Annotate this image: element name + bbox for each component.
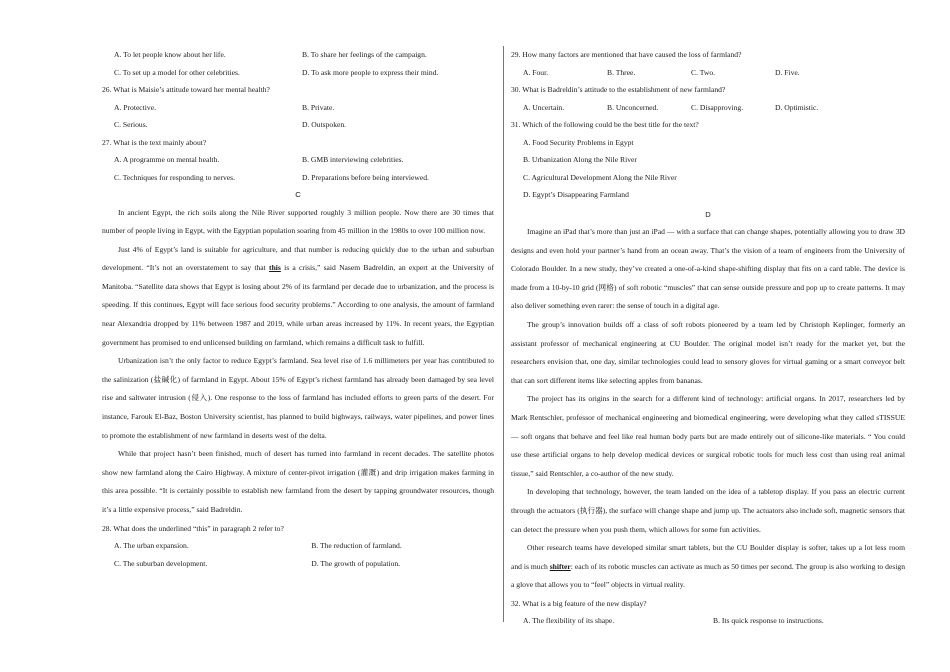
q26-option-c: C. Serious. (114, 120, 148, 129)
passage-d-paragraph-4: In developing that technology, however, the team landed on the idea of a tabletop display. If you pass an electric current through the actuators (执行器), the surface will change shape and jump up. The actuators also include soft, magnetic sensors that can detect the pressure when you push them, which allows for some fun activities. (511, 487, 905, 534)
q26-options-row-2 (102, 116, 494, 134)
q31-option-a: A. Food Security Problems in Egypt (523, 137, 634, 147)
q30-options-row (511, 99, 905, 117)
section-d-heading: D (705, 209, 711, 219)
passage-d-paragraph-1: Imagine an iPad that’s more than just an iPad — with a surface that can change shapes, potentially allowing you to draw 3D designs and even hold your partner’s hand from an ocean away. That’s the vision of a team of engineers from the University of Colorado Boulder. In a new study, they’ve created a one-of-a-kind shape-shifting display that fits on a card table. The device is made from a 10-by-10 grid (网格) of soft robotic “muscles” that can sense outside pressure and pop up to create patterns. It may also deliver something even rarer: the sense of touch in a digital age. (511, 227, 905, 311)
q26-option-b: B. Private. (302, 102, 335, 112)
left-column (102, 46, 494, 572)
paragraph-2-text-end: is a crisis,” said Nasem Badreldin, an expert at the University of Manitoba. “Satellite data shows that Egypt is losing about 2% of its farmland per decade due to urbanization, and the process is speeding. If this continues, Egypt will face serious food security problems.” According to one analysis, the amount of farmland near Alexandria dropped by 11% between 1987 and 2019, while urban areas increased by 11%. In recent years, the Egyptian government has promised to end unlicensed building on farmland, which remains a difficult task to fulfill. (102, 263, 494, 347)
q31-option-c: C. Agricultural Development Along the Nile River (523, 172, 677, 182)
q29-option-a: A. Four. (523, 67, 549, 77)
q28-option-b: B. The reduction of farmland. (311, 541, 402, 551)
q26-option-d: D. Outspoken. (302, 120, 347, 129)
underlined-this: this (269, 263, 281, 273)
q30-option-b: B. Unconcerned. (607, 102, 659, 112)
question-30: 30. What is Badreldin’s attitude to the establishment of new farmland? (511, 85, 726, 94)
q27-option-c: C. Techniques for responding to nerves. (114, 172, 236, 182)
passage-d-paragraph-2: The group’s innovation builds off a class of soft robots pioneered by a team led by Christoph Keplinger, formerly an assistant professor of mechanical engineering at CU Boulder. The original model isn’t ready for the market yet, but the researchers envision that, one day, similar technologies could lead to sensory gloves for virtual gaming or a smart conveyor belt that can sort different items like selecting apples from bananas. (511, 319, 905, 385)
q25-option-a: A. To let people know about her life. (114, 50, 226, 59)
q28-options-row-2 (102, 555, 494, 573)
q32-options-row-1 (511, 612, 905, 630)
passage-d-paragraph-3: The project has its origins in the search for a different kind of technology: artificial organs. In 2017, researchers led by Mark Rentschler, professor of mechanical engineering and biomedical engineering, were developing what they called sTISSUE — soft organs that behave and feel like real human body parts but are made entirely out of silicone-like materials. “ You could use these artificial organs to help develop medical devices or surgical robotic tools for much less cost than using real animal tissue,” said Rentschler, a co-author of the new study. (511, 394, 905, 478)
q25-options-row-2 (102, 64, 494, 82)
q27-option-b: B. GMB interviewing celebrities. (302, 155, 404, 164)
q30-option-c: C. Disapproving. (691, 102, 744, 112)
q26-options-row-1 (102, 99, 494, 117)
q25-option-d: D. To ask more people to express their mind. (302, 67, 439, 77)
passage-c-paragraph-4: While that project hasn’t been finished, much of desert has turned into farmland in recent decades. The satellite photos show new farmland along the Cairo Highway. A mixture of center-pivot irrigation (灌溉) and drip irrigation makes farming in this area possible. “It is certainly possible to establish new farmland from the desert by tapping groundwater resources, though it’s a little expensive process,” said Badreldin. (102, 449, 494, 514)
q29-options-row (511, 64, 905, 82)
section-c-heading: C (295, 190, 301, 199)
q28-option-c: C. The suburban development. (114, 558, 208, 568)
paragraph-5-text-end: : each of its robotic muscles can activate as much as 50 times per second. The group is also working to design a glove that allows you to “feel” objects in virtual reality. (511, 561, 905, 590)
paragraph-5-text-start: Other research teams have developed similar smart tablets, but the CU Boulder display is softer, takes up a lot less room and is much (511, 543, 905, 571)
question-28: 28. What does the underlined “this” in paragraph 2 refer to? (102, 523, 284, 533)
q31-option-b: B. Urbanization Along the Nile River (523, 155, 637, 164)
question-32: 32. What is a big feature of the new display? (511, 598, 647, 608)
q27-option-a: A. A programme on mental health. (114, 155, 220, 164)
right-column (511, 46, 905, 630)
question-26: 26. What is Maisie’s attitude toward her mental health? (102, 85, 270, 94)
q25-options-row-1 (102, 46, 494, 64)
question-31: 31. Which of the following could be the best title for the text? (511, 120, 699, 129)
column-divider (503, 46, 504, 622)
q29-option-d: D. Five. (775, 67, 800, 77)
q32-option-b: B. Its quick response to instructions. (713, 616, 824, 626)
paragraph-2-text-start: Just 4% of Egypt’s land is suitable for agriculture, and that number is reducing quickly due to the urban and suburban development. “It’s not an overstatement to say that (102, 244, 494, 273)
passage-c-paragraph-2 (102, 241, 494, 353)
passage-c-paragraph-1: In ancient Egypt, the rich soils along the Nile River supported roughly 3 million people. Now there are 30 times that number of people living in Egypt, with the Egyptian population soaring from 45 million in the 1980s to over 100 million now. (102, 207, 494, 236)
q28-option-d: D. The growth of population. (311, 558, 401, 568)
q25-option-c: C. To set up a model for other celebrities. (114, 67, 240, 77)
underlined-shifter: shifter (549, 561, 571, 571)
q32-option-a: A. The flexibility of its shape. (523, 616, 615, 626)
q28-option-a: A. The urban expansion. (114, 541, 189, 551)
q30-option-a: A. Uncertain. (523, 102, 565, 112)
q30-option-d: D. Optimistic. (775, 102, 819, 112)
q28-options-row-1 (102, 537, 494, 555)
q27-options-row-2 (102, 169, 494, 187)
question-29: 29. How many factors are mentioned that have caused the loss of farmland? (511, 50, 742, 59)
passage-d-paragraph-5 (511, 539, 905, 595)
passage-c-paragraph-3: Urbanization isn’t the only factor to reduce Egypt’s farmland. Sea level rise of 1.6 millimeters per year has contributed to the salinization (盐碱化) of farmland in Egypt. About 15% of Egypt’s richest farmland has already been damaged by sea level rise and saltwater intrusion (侵入). One response to the loss of farmland has included efforts to green parts of the desert. For instance, Farouk El-Baz, Boston University scientist, has planned to build highways, railways, water pipelines, and power lines to promote the establishment of new farmland in deserts west of the delta. (102, 356, 494, 440)
q25-option-b: B. To share her feelings of the campaign. (302, 50, 427, 59)
q31-option-d: D. Egypt’s Disappearing Farmland (523, 190, 629, 199)
q27-option-d: D. Preparations before being interviewed. (302, 172, 429, 182)
question-27: 27. What is the text mainly about? (102, 137, 207, 147)
q29-option-c: C. Two. (691, 67, 716, 77)
q26-option-a: A. Protective. (114, 102, 156, 112)
q27-options-row-1 (102, 151, 494, 169)
q29-option-b: B. Three. (607, 67, 636, 77)
